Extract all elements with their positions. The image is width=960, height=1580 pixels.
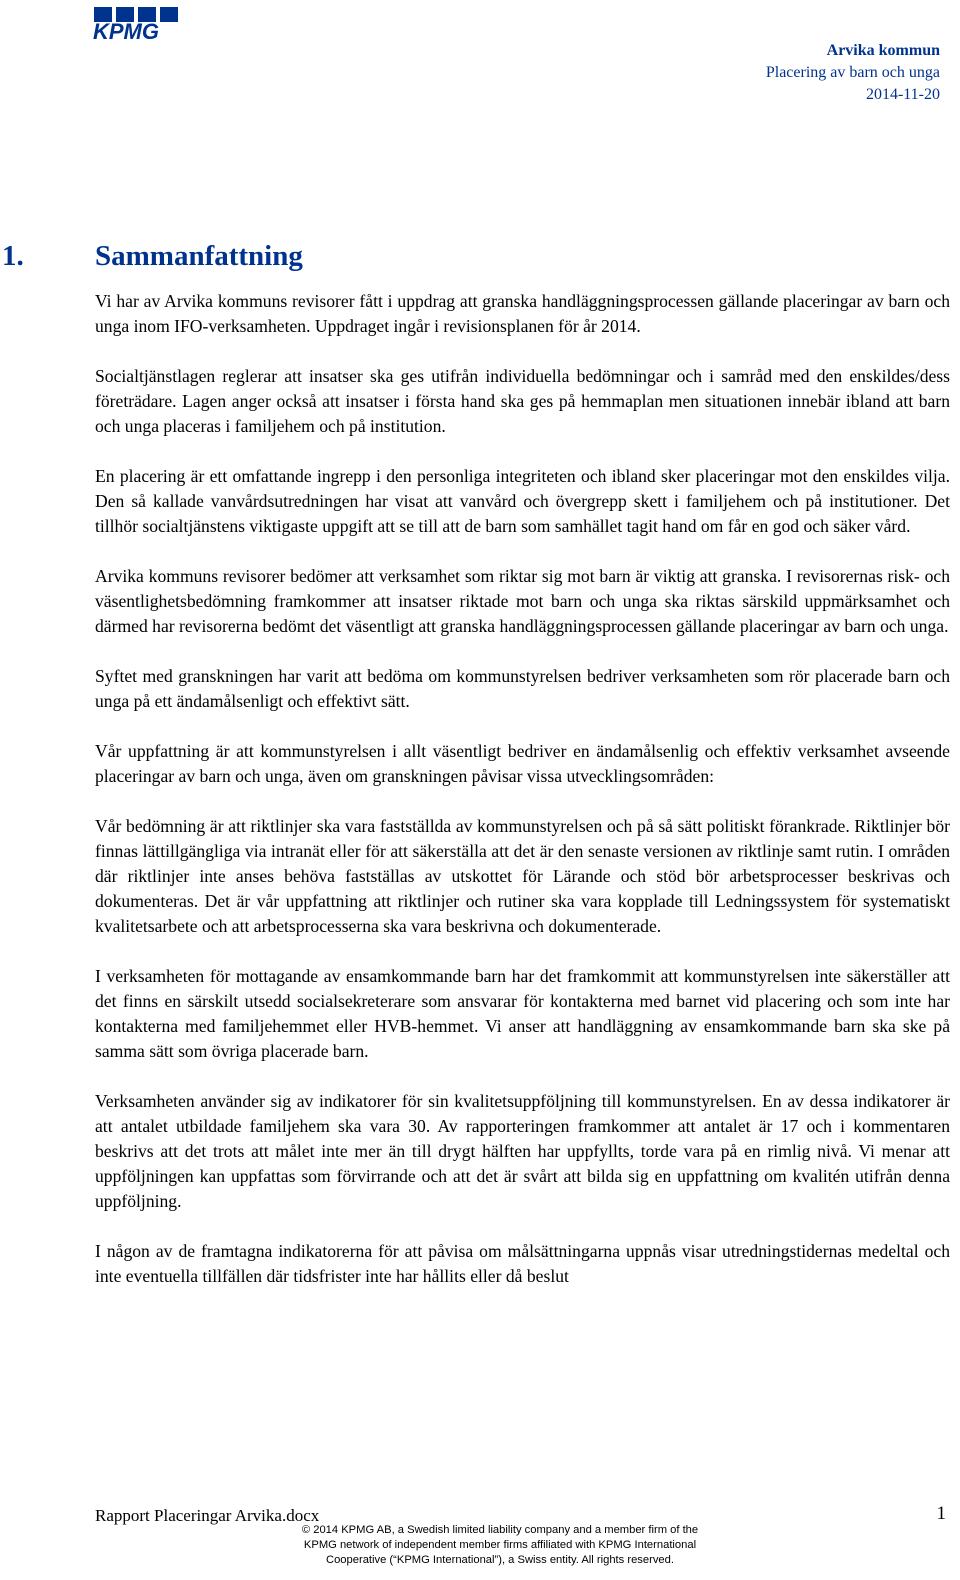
section-title: Sammanfattning [95, 240, 303, 272]
section-heading [0, 236, 303, 276]
paragraph: Vi har av Arvika kommuns revisorer fått i uppdrag att granska handläggningsprocessen gällande placeringar av barn och unga inom IFO-verksamheten. Uppdraget ingår i revisionsplanen för år 2014. [95, 291, 950, 336]
paragraph: Socialtjänstlagen reglerar att insatser ska ges utifrån individuella bedömningar och i samråd med den enskildes/dess företrädare. Lagen anger också att insatser i första hand ska ges på hemmaplan men situationen innebär ibland att barn och unga placeras i familjehem och på institution. [95, 366, 950, 436]
kpmg-logo-text: KPMG [93, 19, 159, 42]
paragraph: Vår bedömning är att riktlinjer ska vara fastställda av kommunstyrelsen och på så sätt politiskt förankrade. Riktlinjer bör finnas lättillgängliga via intranät eller för att säkerställa att det är den senaste versionen av riktlinje samt rutin. I områden där riktlinjer inte anses behöva fastställas av utskottet för Lärande och stöd bör arbetsprocesser beskrivas och dokumenteras. Det är vår uppfattning att riktlinjer och rutiner ska vara kopplade till Ledningssystem för systematiskt kvalitetsarbete och att arbetsprocesserna ska vara beskrivna och dokumenterade. [95, 816, 950, 936]
kpmg-logo [92, 6, 184, 42]
header-date: 2014-11-20 [865, 86, 940, 103]
document-header [766, 40, 940, 106]
document-body [95, 289, 950, 1289]
section-number: 1. [2, 240, 24, 272]
footer-page-number: 1 [936, 1503, 946, 1524]
paragraph: Verksamheten använder sig av indikatorer för sin kvalitetsuppföljning till kommunstyrelsen. En av dessa indikatorer är att antalet utbildade familjehem ska vara 30. Av rapporteringen framkommer att antalet är 17 och i kommentaren beskrivs att det trots att målet inte mer än till drygt hälften har uppfyllts, torde vara på en rimlig nivå. Vi menar att uppföljningen kan uppfattas som förvirrande och att det är svårt att bilda sig en uppfattning om kvalitén utifrån denna uppföljning. [95, 1091, 950, 1211]
footer-document-name: Rapport Placeringar Arvika.docx [95, 1506, 320, 1525]
paragraph: Arvika kommuns revisorer bedömer att verksamhet som riktar sig mot barn är viktig att granska. I revisorernas risk- och väsentlighetsbedömning framkommer att insatser riktade mot barn och unga ska riktas särskild uppmärksamhet och därmed har revisorerna bedömt det väsentligt att granska handläggningsprocessen gällande placeringar av barn och unga. [95, 566, 950, 636]
paragraph: Syftet med granskningen har varit att bedöma om kommunstyrelsen bedriver verksamheten som rör placerade barn och unga på ett ändamålsenligt och effektivt sätt. [95, 666, 950, 711]
footer-legal-line: Cooperative (“KPMG International”), a Swiss entity. All rights reserved. [326, 1554, 674, 1566]
paragraph: I verksamheten för mottagande av ensamkommande barn har det framkommit att kommunstyrelsen inte säkerställer att det finns en särskilt utsedd socialsekreterare som ansvarar för kontakterna med barnet vid placering och som inte har kontakterna med familjehemmet eller HVB-hemmet. Vi anser att handläggning av ensamkommande barn ska ske på samma sätt som övriga placerade barn. [95, 966, 950, 1061]
footer-legal-line: © 2014 KPMG AB, a Swedish limited liability company and a member firm of the [301, 1524, 699, 1536]
paragraph: En placering är ett omfattande ingrepp i den personliga integriteten och ibland sker placeringar mot den enskildes vilja. Den så kallade vanvårdsutredningen har visat att vanvård och övergrepp skett i familjehem och på institutioner. Det tillhör socialtjänstens viktigaste uppgift att se till att de barn som samhället tagit hand om får en god och säker vård. [95, 466, 950, 536]
paragraph: I någon av de framtagna indikatorerna för att påvisa om målsättningarna uppnås visar utredningstidernas medeltal och inte eventuella tillfällen där tidsfrister inte har hållits eller då beslut [95, 1241, 950, 1286]
footer-legal-notice [270, 1523, 730, 1568]
kpmg-logo-icon [92, 6, 184, 42]
footer-legal-line: KPMG network of independent member firms affiliated with KPMG International [303, 1539, 697, 1551]
header-subject: Placering av barn och unga [765, 64, 940, 81]
header-organization: Arvika kommun [826, 42, 940, 59]
paragraph: Vår uppfattning är att kommunstyrelsen i allt väsentligt bedriver en ändamålsenlig och effektiv verksamhet avseende placeringar av barn och unga, även om granskningen påvisar vissa utvecklingsområden: [95, 741, 950, 786]
